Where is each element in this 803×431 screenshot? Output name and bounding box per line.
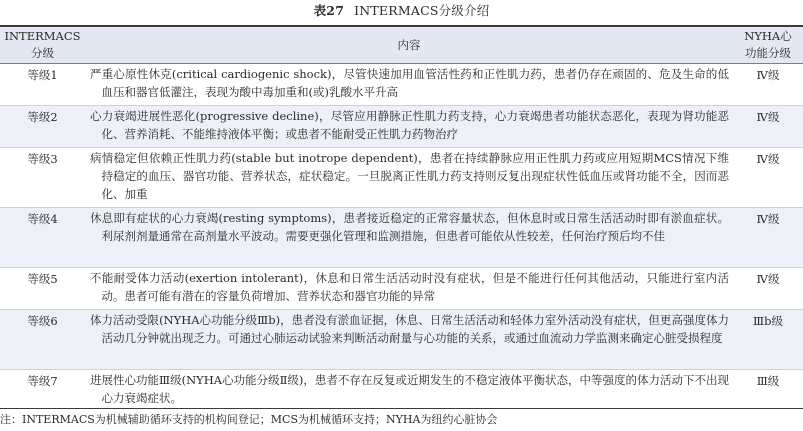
- table-header-row: [0, 27, 803, 64]
- header-grade: [0, 27, 85, 64]
- grade-cell: 等级6: [0, 310, 85, 370]
- grade-cell: 等级5: [0, 268, 85, 310]
- table-number: 表27: [313, 3, 345, 18]
- content-cell: 病情稳定但依赖正性肌力药(stable but inotrope dependent)，患者在持续静脉应用正性肌力药或应用短期MCS情况下维持稳定的血压、器官功能、营养状态，症状稳定。一旦脱离正性肌力药支持则反复出现症状性低血压或肾功能不全，因而恶化、加重: [85, 148, 733, 208]
- grade-cell: 等级3: [0, 148, 85, 208]
- grade-cell: 等级2: [0, 106, 85, 148]
- nyha-cell: Ⅳ级: [733, 148, 803, 208]
- table-bottom-rule: [0, 408, 803, 409]
- grade-cell: 等级7: [27, 374, 58, 388]
- grade-cell: 等级4: [0, 208, 85, 268]
- grade-cell: 等级1: [0, 64, 85, 106]
- header-content: 内容: [85, 27, 733, 64]
- content-cell: 进展性心功能Ⅲ级(NYHA心功能分级Ⅱ级)，患者不存在反复或近期发生的不稳定液体平衡状态，中等强度的体力活动下不出现心力衰竭症状。: [90, 373, 729, 405]
- nyha-cell: Ⅳ级: [733, 208, 803, 268]
- header-nyha-line1: NYHA心: [744, 29, 792, 43]
- nyha-cell: Ⅳ级: [733, 64, 803, 106]
- intermacs-table: [0, 27, 803, 411]
- nyha-cell: Ⅳ级: [733, 106, 803, 148]
- header-grade-line2: 分级: [31, 46, 54, 60]
- header-nyha-line2: 功能分级: [745, 46, 791, 60]
- header-grade-line1: INTERMACS: [4, 29, 81, 43]
- content-cell: 休息即有症状的心力衰竭(resting symptoms)，患者接近稳定的正常容量状态，但休息时或日常生活活动时即有淤血症状。利尿剂剂量通常在高剂量水平波动。需要更强化管理和监测措施，但患者可能依从性较差，任何治疗预后均不佳: [85, 208, 733, 268]
- content-cell: 严重心原性休克(critical cardiogenic shock)，尽管快速加用血管活性药和正性肌力药，患者仍存在顽固的、危及生命的低血压和器官低灌注，表现为酸中毒加重和(或)乳酸水平升高: [85, 64, 733, 106]
- table-row: [0, 268, 803, 310]
- table-row: [0, 370, 803, 412]
- content-cell: 不能耐受体力活动(exertion intolerant)，休息和日常生活活动时没有症状，但是不能进行任何其他活动，只能进行室内活动。患者可能有潜在的容量负荷增加、营养状态和器官功能的异常: [85, 268, 733, 310]
- table-row: [0, 310, 803, 370]
- table-row: [0, 148, 803, 208]
- table-title: INTERMACS分级介绍: [354, 3, 490, 18]
- table-footnote: 注：INTERMACS为机械辅助循环支持的机构间登记；MCS为机械循环支持；NYHA为纽约心脏协会: [0, 413, 498, 426]
- table-row: [0, 106, 803, 148]
- table-row: [0, 208, 803, 268]
- content-cell: 心力衰竭进展性恶化(progressive decline)，尽管应用静脉正性肌力药支持，心力衰竭患者功能状态恶化，表现为肾功能恶化、营养消耗、不能维持液体平衡；或患者不能耐受正性肌力药物治疗: [85, 106, 733, 148]
- content-cell: 体力活动受限(NYHA心功能分级Ⅲb)，患者没有淤血证据，休息、日常生活活动和轻体力室外活动没有症状，但更高强度体力活动几分钟就出现乏力。可通过心肺运动试验来判断活动耐量与心功能的关系，或通过血流动力学监测来确定心脏受损程度: [85, 310, 733, 370]
- header-nyha: [733, 27, 803, 64]
- table-caption: [0, 3, 803, 19]
- nyha-cell: Ⅲ级: [756, 374, 780, 388]
- nyha-cell: Ⅳ级: [733, 268, 803, 310]
- nyha-cell: Ⅲb级: [733, 310, 803, 370]
- table-row: [0, 64, 803, 106]
